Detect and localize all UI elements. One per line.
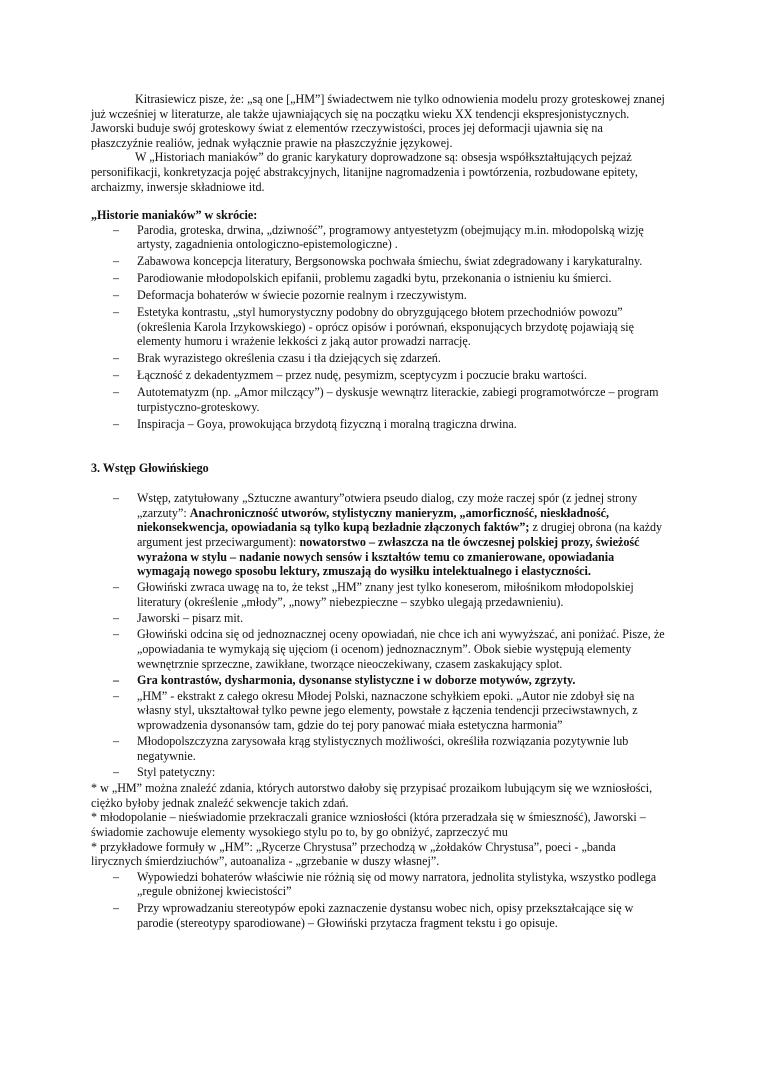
summary-item: – Brak wyrazistego określenia czasu i tła dziejących się zdarzeń.	[91, 351, 667, 366]
summary-heading: „Historie maniaków” w skrócie:	[91, 208, 258, 223]
summary-item: – Parodiowanie młodopolskich epifanii, problemu zagadki bytu, przekonania o istnieniu ku śmierci.	[91, 271, 667, 286]
summary-item: – Autotematyzm (np. „Amor milczący”) – dyskusje wewnątrz literackie, zabiegi programotwórcze – program turpistyczno-groteskowy.	[91, 385, 667, 414]
intro-paragraph-2: W „Historiach maniaków” do granic karykatury doprowadzone są: obsesja współkształtujących pejzaż personifikacji, konkretyzacja pojęć abstrakcyjnych, litanijne nagromadzenia i powtórzenia, rozbudowane epitety, archaizmy, inwersje składniowe itd.	[91, 150, 638, 194]
note-2: * młodopolanie – nieświadomie przekraczali granice wzniosłości (która przeradzała się w śmieszność), Jaworski – świadomie zachowuje elementy wysokiego stylu po to, by go obniżyć, zaprzeczyć mu	[91, 810, 646, 839]
section-3-item: – Przy wprowadzaniu stereotypów epoki zaznaczenie dystansu wobec nich, opisy przekształcające się w parodie (stereotypy sparodiowane) – Głowiński przytacza fragment tekstu i go opisuje.	[91, 901, 667, 930]
summary-item: – Inspiracja – Goya, prowokująca brzydotą fizyczną i moralną tragiczna drwina.	[91, 417, 667, 432]
section-3-item-intro	[91, 491, 667, 579]
section-3-item: – Głowiński zwraca uwagę na to, że tekst „HM” znany jest tylko koneserom, miłośnikom młodopolskiej literatury (określenie „młody”, „nowy” niebezpieczne – szybko ulegają przedawnieniu).	[91, 580, 667, 609]
note-1: * w „HM” można znaleźć zdania, których autorstwo dałoby się przypisać prozaikom lubującym się we wzniosłości, ciężko byłoby jednak znaleźć sekwencje takich zdań.	[91, 781, 653, 810]
defense-text: nowatorstwo – zwłaszcza na tle ówczesnej polskiej prozy, świeżość wyrażona w stylu – nadanie nowych sensów i kształtów temu co zmanierowane, opowiadania wymagają nowego sposobu lektury, zmuszają do wysiłku intelektualnego i elastyczności.	[137, 534, 640, 579]
note-3	[91, 840, 667, 869]
charges-text: Anachroniczność utworów, stylistyczny manieryzm, „amorficzność, nieskładność, niekonsekwencja, opowiadania są tylko kupą bezładnie złączonych faktów”;	[137, 505, 610, 535]
note-3-text: * przykładowe formuły w „HM”: „Rycerze Chrystusa” przechodzą w „żołdaków Chrystusa”, poeci - „banda lirycznych śmierdziuchów”, autoanaliza -	[91, 839, 616, 869]
document-page	[91, 92, 667, 932]
section-3-list-continued	[91, 870, 667, 930]
summary-item: – Estetyka kontrastu, „styl humorystyczny podobny do obryzgującego błotem przechodniów powozu” (określenia Karola Irzykowskiego) - oprócz opisów i porównań, eksponujących brzydotę pojawiają się elementy humoru i wrażenie lekkości z jaką autor prowadzi narrację.	[91, 305, 667, 349]
intro-text: Wstęp, zatytułowany „Sztuczne awantury”otwiera pseudo dialog, czy może raczej spór (z jednej strony „zarzuty”:	[137, 491, 638, 520]
note-3-quote: „grzebanie w duszy własnej”.	[295, 854, 440, 869]
section-3-item: – Styl patetyczny:	[91, 765, 667, 780]
summary-item: – Deformacja bohaterów w świecie pozornie realnym i rzeczywistym.	[91, 288, 667, 303]
section-3-item: – Wypowiedzi bohaterów właściwie nie różnią się od mowy narratora, jednolita stylistyka, wszystko podlega „regule obniżonej kwiecistości”	[91, 870, 667, 899]
hm-label: „HM” -	[137, 688, 178, 703]
section-3-list	[91, 491, 667, 779]
section-3-heading: 3. Wstęp Głowińskiego	[91, 460, 209, 475]
section-3-item-hm	[91, 689, 667, 733]
section-3-item: – Młodopolszczyzna zarysowała krąg stylistycznych możliwości, określiła rozwiązania pozytywnie lub negatywnie.	[91, 734, 667, 763]
defense-intro-text: z drugiej obrona (na każdy argument jest przeciwargument):	[137, 520, 663, 549]
summary-list	[91, 223, 667, 432]
section-3-item-bold: – Gra kontrastów, dysharmonia, dysonanse stylistyczne i w doborze motywów, zgrzyty.	[91, 673, 667, 688]
summary-item: – Zabawowa koncepcja literatury, Bergsonowska pochwała śmiechu, świat zdegradowany i karykaturalny.	[91, 254, 667, 269]
section-3-item: – Jaworski – pisarz mit.	[91, 611, 667, 626]
hm-text: ekstrakt z całego okresu Młodej Polski, naznaczone schyłkiem epoki. „Autor nie zdobył się na własny styl, ukształtował tylko pewne jego elementy, powstałe z łączenia tendencji przeciwstawnych, z wprowadzenia dysonansów tam, gdzie do tej pory panować miała estetyczna harmonia”	[137, 688, 638, 733]
section-3-item: – Głowiński odcina się od jednoznacznej oceny opowiadań, nie chce ich ani wywyższać, ani poniżać. Pisze, że „opowiadania te wymykają się ujęciom (i ocenom) jednoznacznym”. Obok siebie występują elementy wewnętrznie sprzeczne, zawikłane, tworzące nieoczekiwany, czasem zaskakujący splot.	[91, 627, 667, 671]
summary-item: – Parodia, groteska, drwina, „dziwność”, programowy antyestetyzm (obejmujący m.in. młodopolską wizję artysty, zagadnienia ontologiczno-epistemologiczne) .	[91, 223, 667, 252]
summary-item: – Łączność z dekadentyzmem – przez nudę, pesymizm, sceptycyzm i poczucie braku wartości.	[91, 368, 667, 383]
intro-paragraph-1: Kitrasiewicz pisze, że: „są one [„HM”] świadectwem nie tylko odnowienia modelu prozy groteskowej znanej już wcześniej w literaturze, ale także ujawniających się na początku wieku XX tendencji ekspresjonistycznych. Jaworski buduje swój groteskowy świat z elementów rzeczywistości, proces jej deformacji ujawnia się na płaszczyźnie realiów, jednak wyłącznie prawie na płaszczyźnie językowej.	[91, 92, 665, 150]
